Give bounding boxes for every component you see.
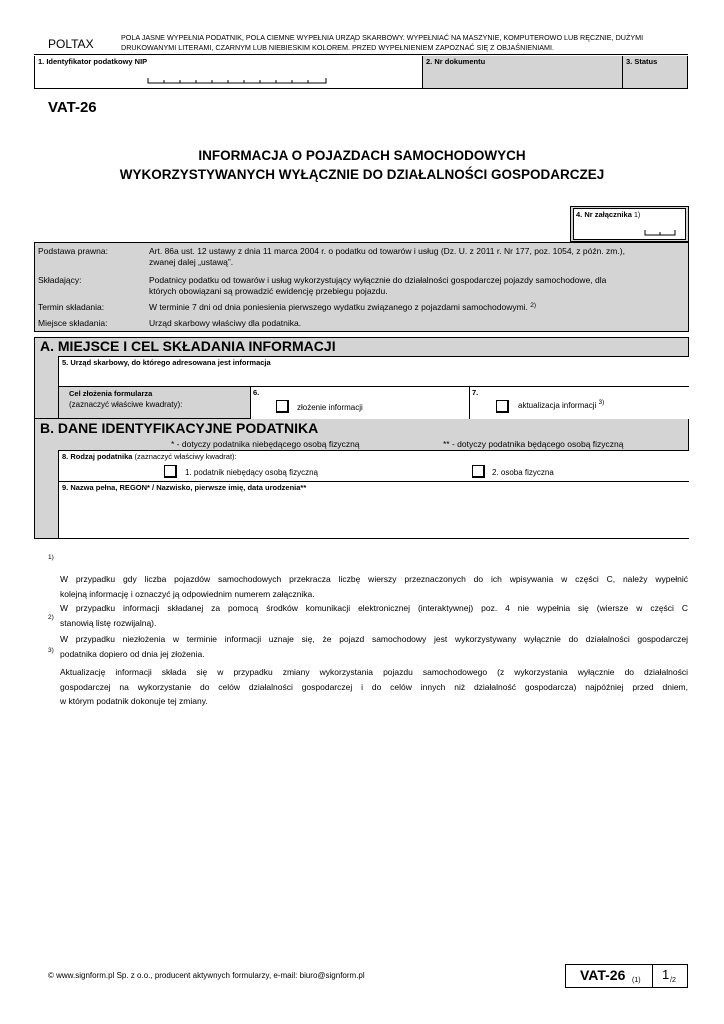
form-code: VAT-26: [48, 99, 97, 116]
footnote-2-line-2: podatnika dopiero od dnia jej złożenia.: [60, 648, 205, 659]
attachment-wrapper: [570, 206, 689, 242]
footer-form-code: VAT-26: [580, 967, 626, 983]
natural-person-option: 2. osoba fizyczna: [492, 468, 554, 477]
footnote-3: [48, 647, 688, 709]
document-number-label: 2. Nr dokumentu: [426, 57, 486, 66]
footnote-3-line-2: gospodarczej na wykorzystanie do celów działalności gospodarczej i do celów innych niż działalność gospodarcza) najpóźniej przed dniem,: [60, 681, 688, 692]
footnote-1-line-4: stanowią listę rozwijalną).: [60, 617, 157, 628]
purpose-option-7[interactable]: [469, 387, 690, 419]
footnote-1-line-3: W przypadku informacji składanej za pomocą środków komunikacji elektronicznej (interaktywnej) poz. 4 nie wypełnia się (wiersze w części C: [60, 603, 688, 613]
taxpayer-type-label: 8. Rodzaj podatnika (zaznaczyć właściwy kwadrat):: [62, 452, 237, 461]
legal-basis-line-1: Art. 86a ust. 12 ustawy z dnia 11 marca 2004 r. o podatku od towarów i usług (Dz. U. z 2011 r. Nr 177, poz. 1054, z późn. zm.),: [149, 246, 625, 256]
note-non-natural-person: * - dotyczy podatnika niebędącego osobą fizyczną: [171, 439, 360, 449]
form-title-line-1: INFORMACJA O POJAZDACH SAMOCHODOWYCH: [198, 148, 526, 163]
attachment-label: 4. Nr załącznika 1): [576, 210, 641, 219]
footer-form-code-box: [565, 964, 653, 988]
field-7-number: 7.: [472, 388, 479, 397]
attachment-field[interactable]: [573, 208, 686, 240]
footnote-3-number: 3): [48, 647, 54, 654]
section-b-title: B. DANE IDENTYFIKACYJNE PODATNIKA: [40, 420, 319, 436]
update-option-label: aktualizacja informacji $^{3)}$: [518, 399, 605, 410]
legal-basis-line-2: zwanej dalej „ustawą”.: [149, 257, 234, 267]
nip-digit-ticks: [147, 78, 327, 86]
field-6-number: 6.: [253, 388, 260, 397]
form-title-line-2: WYKORZYSTYWANYCH WYŁĄCZNIE DO DZIAŁALNOŚCI GOSPODARCZEJ: [119, 167, 605, 182]
footer-page-box: [653, 964, 688, 988]
filer-label: Składający:: [38, 275, 82, 285]
purpose-label: Cel złożenia formularza: [69, 389, 153, 398]
tax-office-field[interactable]: [58, 356, 689, 386]
status-field: [622, 56, 688, 89]
nip-label: 1. Identyfikator podatkowy NIP: [38, 57, 148, 66]
deadline-text: W terminie 7 dni od dnia poniesienia pierwszego wydatku związanego z pojazdami samochodowymi. $^{2)}$: [149, 302, 537, 312]
section-a: [34, 337, 689, 419]
filer-line-2: których obowiązani są prowadzić ewidencję przebiegu pojazdu.: [149, 286, 388, 296]
footnote-3-line-1: Aktualizację informacji składa się w przypadku zmiany wykorzystania pojazdu samochodowego (z wykorzystania wyłącznie do działalności: [60, 667, 688, 677]
instructions-line-1: POLA JASNE WYPEŁNIA PODATNIK, POLA CIEMNE WYPEŁNIA URZĄD SKARBOWY. WYPEŁNIAĆ NA MASZYNIE, KOMPUTEROWO LUB RĘCZNIE, DUŻYMI: [121, 33, 644, 42]
nip-field[interactable]: [34, 56, 422, 89]
filer-line-1: Podatnicy podatku od towarów i usług wykorzystujący wyłącznie do działalności gospodarczej pojazdy samochodowe, dla: [149, 275, 607, 285]
legal-basis-label: Podstawa prawna:: [38, 246, 108, 256]
section-b: [34, 419, 689, 539]
footnote-3-line-3: w którym podatnik dokonuje tej zmiany.: [60, 696, 208, 706]
update-checkbox[interactable]: [496, 400, 509, 413]
header-rule: [34, 54, 688, 55]
footer-page-number: 1: [662, 967, 670, 982]
footnote-2-number: 2): [48, 614, 54, 621]
copyright-text: © www.signform.pl Sp. z o.o., producent aktywnych formularzy, e-mail: biuro@signform.pl: [48, 971, 365, 980]
document-number-field: [422, 56, 622, 89]
non-natural-person-checkbox[interactable]: [164, 465, 177, 478]
footnote-1-line-2: kolejną informację i oznaczyć ją odpowiednim numerem załącznika.: [60, 588, 315, 599]
place-label: Miejsce składania:: [38, 318, 108, 328]
footnote-1-line-1: W przypadku gdy liczba pojazdów samochodowych przekracza liczbę wierszy przeznaczonych do ich wpisywania w części C, należy wypełnić: [60, 574, 688, 584]
submission-checkbox[interactable]: [276, 400, 289, 413]
footnote-2-line-1: W przypadku niezłożenia w terminie informacji uznaje się, że pojazd samochodowy jest wykorzystywany wyłącznie do działalności gospodarczej: [60, 634, 688, 644]
submission-option-label: złożenie informacji: [297, 403, 363, 412]
footer-page-total: /2: [670, 977, 676, 984]
taxpayer-type-field: [58, 450, 689, 481]
status-label: 3. Status: [626, 57, 658, 66]
deadline-label: Termin składania:: [38, 302, 105, 312]
tax-office-label: 5. Urząd skarbowy, do którego adresowana jest informacja: [62, 358, 271, 367]
attachment-digit-ticks: [644, 230, 676, 238]
section-a-title: A. MIEJSCE I CEL SKŁADANIA INFORMACJI: [40, 338, 336, 354]
brand-label: POLTAX: [48, 37, 94, 51]
natural-person-checkbox[interactable]: [472, 465, 485, 478]
instructions-line-2: DRUKOWANYMI LITERAMI, CZARNYM LUB NIEBIESKIM KOLOREM. PRZED WYPEŁNIENIEM ZAPOZNAĆ SIĘ Z OBJAŚNIENIAMI.: [121, 43, 555, 52]
non-natural-person-option: 1. podatnik niebędący osobą fizyczną: [185, 468, 318, 477]
footnote-1-number: 1): [48, 554, 54, 561]
purpose-option-6[interactable]: [250, 387, 469, 419]
place-text: Urząd skarbowy właściwy dla podatnika.: [149, 318, 302, 328]
purpose-hint: (zaznaczyć właściwe kwadraty):: [69, 400, 183, 409]
purpose-row: [58, 386, 689, 419]
full-name-field[interactable]: [58, 481, 689, 538]
full-name-label: 9. Nazwa pełna, REGON* / Nazwisko, pierwsze imię, data urodzenia**: [62, 483, 307, 492]
footer-form-version: (1): [632, 977, 641, 984]
note-natural-person: ** - dotyczy podatnika będącego osobą fizyczną: [443, 439, 624, 449]
legal-info-block: [34, 242, 689, 332]
